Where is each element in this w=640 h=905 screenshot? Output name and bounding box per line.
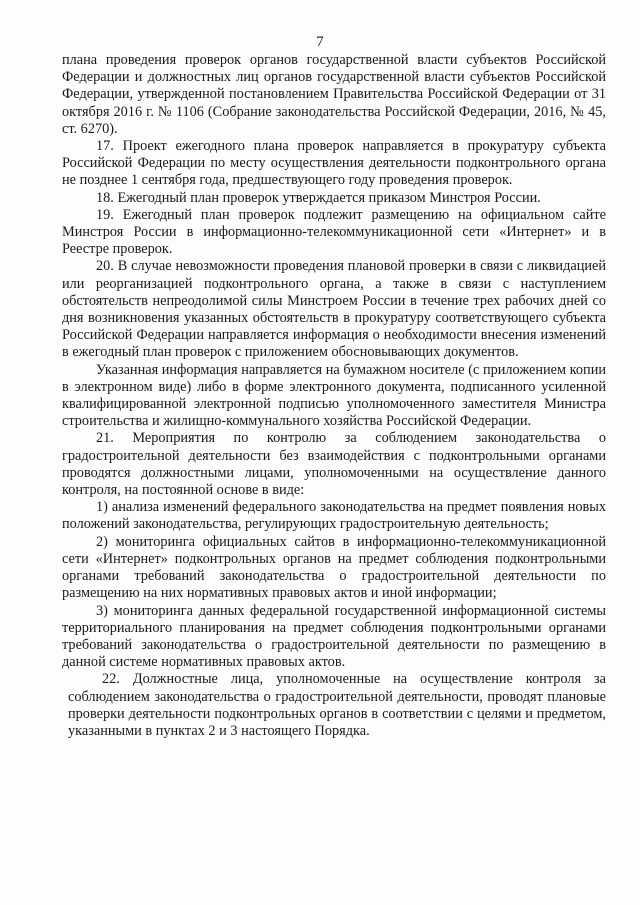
paragraph-20-information: Указанная информация направляется на бумажном носителе (с приложением копии в электронном виде) либо в форме электронного документа, подписанного усиленной квалифицированной электронной подписью уполномоченного заместителя Министра строительства и жилищно-коммунального хозяйства Российской Федерации. xyxy=(62,361,606,430)
page-number: 7 xyxy=(316,34,324,50)
paragraph-17: 17. Проект ежегодного плана проверок направляется в прокуратуру субъекта Российской Федерации по месту осуществления деятельности подконтрольного органа не позднее 1 сентября года, предшествующего году проведения проверок. xyxy=(62,138,606,189)
paragraph-20: 20. В случае невозможности проведения плановой проверки в связи с ликвидацией или реорганизацией подконтрольного органа, а также в связи с наступлением обстоятельств непреодолимой силы Минстроем России в течение трех рабочих дней со дня возникновения указанных обстоятельств в прокуратуру соответствующего субъекта Российской Федерации направляется информация о необходимости внесения изменений в ежегодный план проверок с приложением обосновывающих документов. xyxy=(62,258,606,361)
paragraph-18: 18. Ежегодный план проверок утверждается приказом Минстроя России. xyxy=(96,189,541,206)
list-item-3: 3) мониторинга данных федеральной государственной информационной системы территориального планирования на предмет соблюдения подконтрольными органами требований законодательства о градостроительной деятельности по размещению в данной системе нормативных правовых актов. xyxy=(62,602,606,671)
document-body xyxy=(62,52,606,740)
paragraph-19: 19. Ежегодный план проверок подлежит размещению на официальном сайте Минстроя России в информационно-телекоммуникационной сети «Интернет» и в Реестре проверок. xyxy=(62,206,606,258)
paragraph-continuation: плана проведения проверок органов государственной власти субъектов Российской Федерации и должностных лиц органов государственной власти субъектов Российской Федерации, утвержденной постановлением Правительства Российской Федерации от 31 октября 2016 г. № 1106 (Собрание законодательства Российской Федерации, 2016, № 45, ст. 6270). xyxy=(62,52,606,137)
paragraph-21: 21. Мероприятия по контролю за соблюдением законодательства о градостроительной деятельности без взаимодействия с подконтрольными органами проводятся должностными лицами, уполномоченными на осуществление данного контроля, на постоянной основе в виде: xyxy=(62,430,606,499)
list-item-2: 2) мониторинга официальных сайтов в информационно-телекоммуникационной сети «Интернет» подконтрольных органов на предмет соблюдения подконтрольными органами требований законодательства о градостроительной деятельности по размещению на них нормативных правовых актов и иной информации; xyxy=(62,533,606,602)
paragraph-22: 22. Должностные лица, уполномоченные на осуществление контроля за соблюдением законодательства о градостроительной деятельности, проводят плановые проверки деятельности подконтрольных органов в соответствии с целями и предметом, указанными в пунктах 2 и 3 настоящего Порядка. xyxy=(68,671,606,739)
list-item-1: 1) анализа изменений федерального законодательства на предмет появления новых положений законодательства, регулирующих градостроительную деятельность; xyxy=(62,499,606,533)
